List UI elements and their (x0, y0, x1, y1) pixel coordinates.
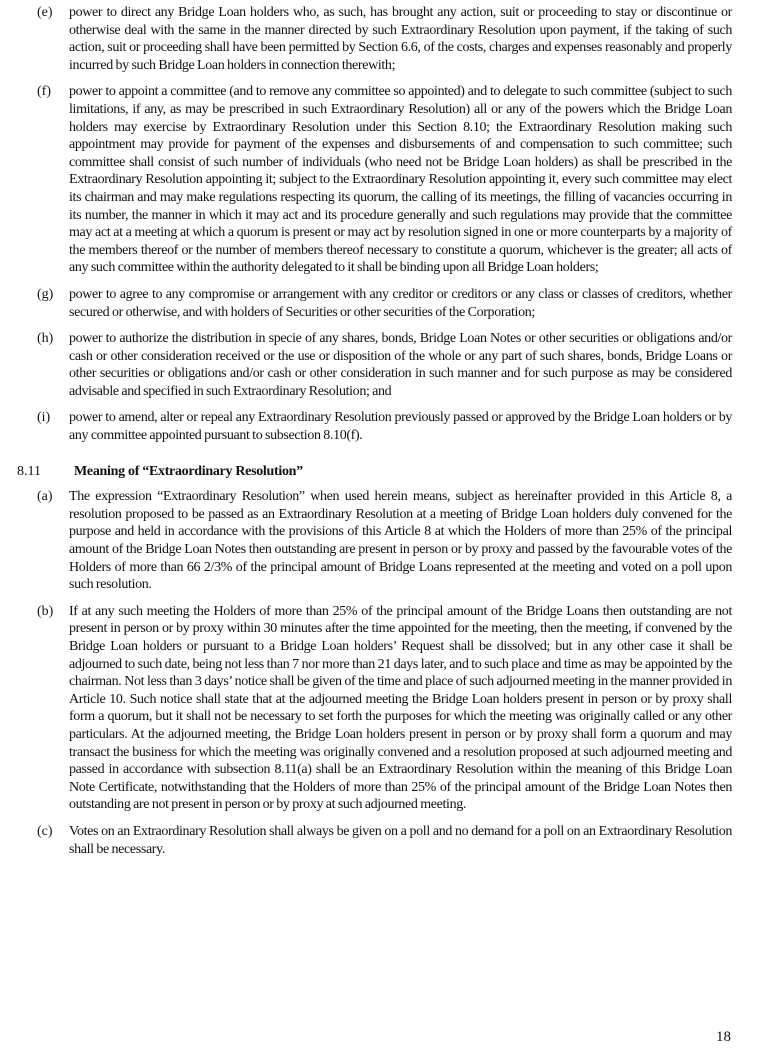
clause-item (0, 488, 767, 594)
clause-text: Votes on an Extraordinary Resolution shall always be given on a poll and no demand for a poll on an Extraordinary Resolution shall be necessary. (69, 823, 732, 857)
clause-text: power to direct any Bridge Loan holders who, as such, has brought any action, suit or proceeding to stay or discontinue or otherwise deal with the same in the manner directed by such Extraordinary Resolution upon payment, if the taking of such action, suit or proceeding shall have been permitted by Section 6.6, of the costs, charges and expenses reasonably and properly incurred by such Bridge Loan holders in connection therewith; (69, 5, 732, 73)
clause-label: (i) (37, 410, 51, 426)
clause-text: If at any such meeting the Holders of more than 25% of the principal amount of the Bridge Loans then outstanding are not present in person or by proxy within 30 minutes after the time appointed for the meeting, then the meeting, if convened by the Bridge Loan holders or pursuant to a Bridge Loan holders’ Request shall be dissolved; but in any other case it shall be adjourned to such date, being not less than 7 nor more than 21 days later, and to such place and time as may be appointed by the chairman. Not less than 3 days’ notice shall be given of the time and place of such adjourned meeting in the manner provided in Article 10. Such notice shall state that at the adjourned meeting the Bridge Loan holders present in person or by proxy shall form a quorum, but it shall not be necessary to set forth the purposes for which the meeting was originally called or any other particulars. At the adjourned meeting, the Bridge Loan holders present in person or by proxy shall form a quorum and may transact the business for which the meeting was originally convened and a resolution proposed at such adjourned meeting and passed in accordance with subsection 8.11(a) shall be an Extraordinary Resolution within the meaning of this Bridge Loan Note Certificate, notwithstanding that the Holders of more than 25% of the principal amount of the Bridge Loan Notes then outstanding are not present in person or by proxy at such adjourned meeting. (69, 603, 732, 813)
section-heading (0, 463, 767, 481)
document-page (0, 4, 767, 867)
clause-list-8-10 (0, 4, 767, 445)
clause-label: (a) (37, 489, 53, 505)
clause-label: (e) (37, 5, 53, 20)
clause-text: power to authorize the distribution in specie of any shares, bonds, Bridge Loan Notes or other securities or obligations and/or cash or other consideration received or the use or disposition of the whole or any part of such shares, bonds, Bridge Loans or other securities or obligations and/or cash or other consideration in such manner and for such purpose as may be considered advisable and specified in such Extraordinary Resolution; and (69, 331, 732, 399)
clause-item (0, 83, 767, 277)
clause-label: (c) (37, 823, 53, 839)
clause-text: power to appoint a committee (and to remove any committee so appointed) and to delegate to such committee (subject to such limitations, if any, as may be prescribed in such Extraordinary Resolution) all or any of the powers which the Bridge Loan holders may exercise by Extraordinary Resolution under this Section 8.10; the Extraordinary Resolution making such appointment may provide for payment of the expenses and disbursements of and compensation to such committee; such committee shall consist of such number of individuals (who need not be Bridge Loan holders) as shall be prescribed in the Extraordinary Resolution appointing it; subject to the Extraordinary Resolution appointing it, every such committee may elect its chairman and may make regulations respecting its quorum, the calling of its meetings, the filling of vacancies occurring in its number, the manner in which it may act and its procedure generally and such regulations may provide that the committee may act at a meeting at which a quorum is present or may act by resolution signed in one or more counterparts by a majority of the members thereof or the number of members thereof necessary to constitute a quorum, whichever is the greater; all acts of any such committee within the authority delegated to it shall be binding upon all Bridge Loan holders; (69, 84, 732, 276)
clause-label: (b) (37, 603, 54, 619)
clause-label: (h) (37, 331, 54, 347)
clause-text: The expression “Extraordinary Resolution” when used herein means, subject as hereinafter provided in this Article 8, a resolution proposed to be passed as an Extraordinary Resolution at a meeting of Bridge Loan holders duly convened for the purpose and held in accordance with the provisions of this Article 8 at which the Holders of more than 25% of the principal amount of the Bridge Loan Notes then outstanding are present in person or by proxy and passed by the favourable votes of the Holders of more than 66 2/3% of the principal amount of Bridge Loans represented at the meeting and voted on a poll upon such resolution. (69, 489, 732, 593)
clause-item (0, 603, 767, 814)
section-number: 8.11 (17, 463, 41, 479)
clause-text: power to agree to any compromise or arrangement with any creditor or creditors or any class or classes of creditors, whether secured or otherwise, and with holders of Securities or other securities of the Corporation; (69, 286, 732, 320)
clause-text: power to amend, alter or repeal any Extraordinary Resolution previously passed or approved by the Bridge Loan holders or by any committee appointed pursuant to subsection 8.10(f). (69, 410, 732, 444)
clause-item (0, 286, 767, 321)
clause-label: (f) (37, 84, 51, 100)
clause-item (0, 330, 767, 400)
section-title: Meaning of “Extraordinary Resolution” (74, 463, 303, 479)
clause-label: (g) (37, 286, 54, 302)
clause-item (0, 4, 767, 74)
clause-list-8-11 (0, 488, 767, 858)
clause-item (0, 823, 767, 858)
page-number: 18 (716, 1029, 731, 1045)
clause-item (0, 409, 767, 444)
